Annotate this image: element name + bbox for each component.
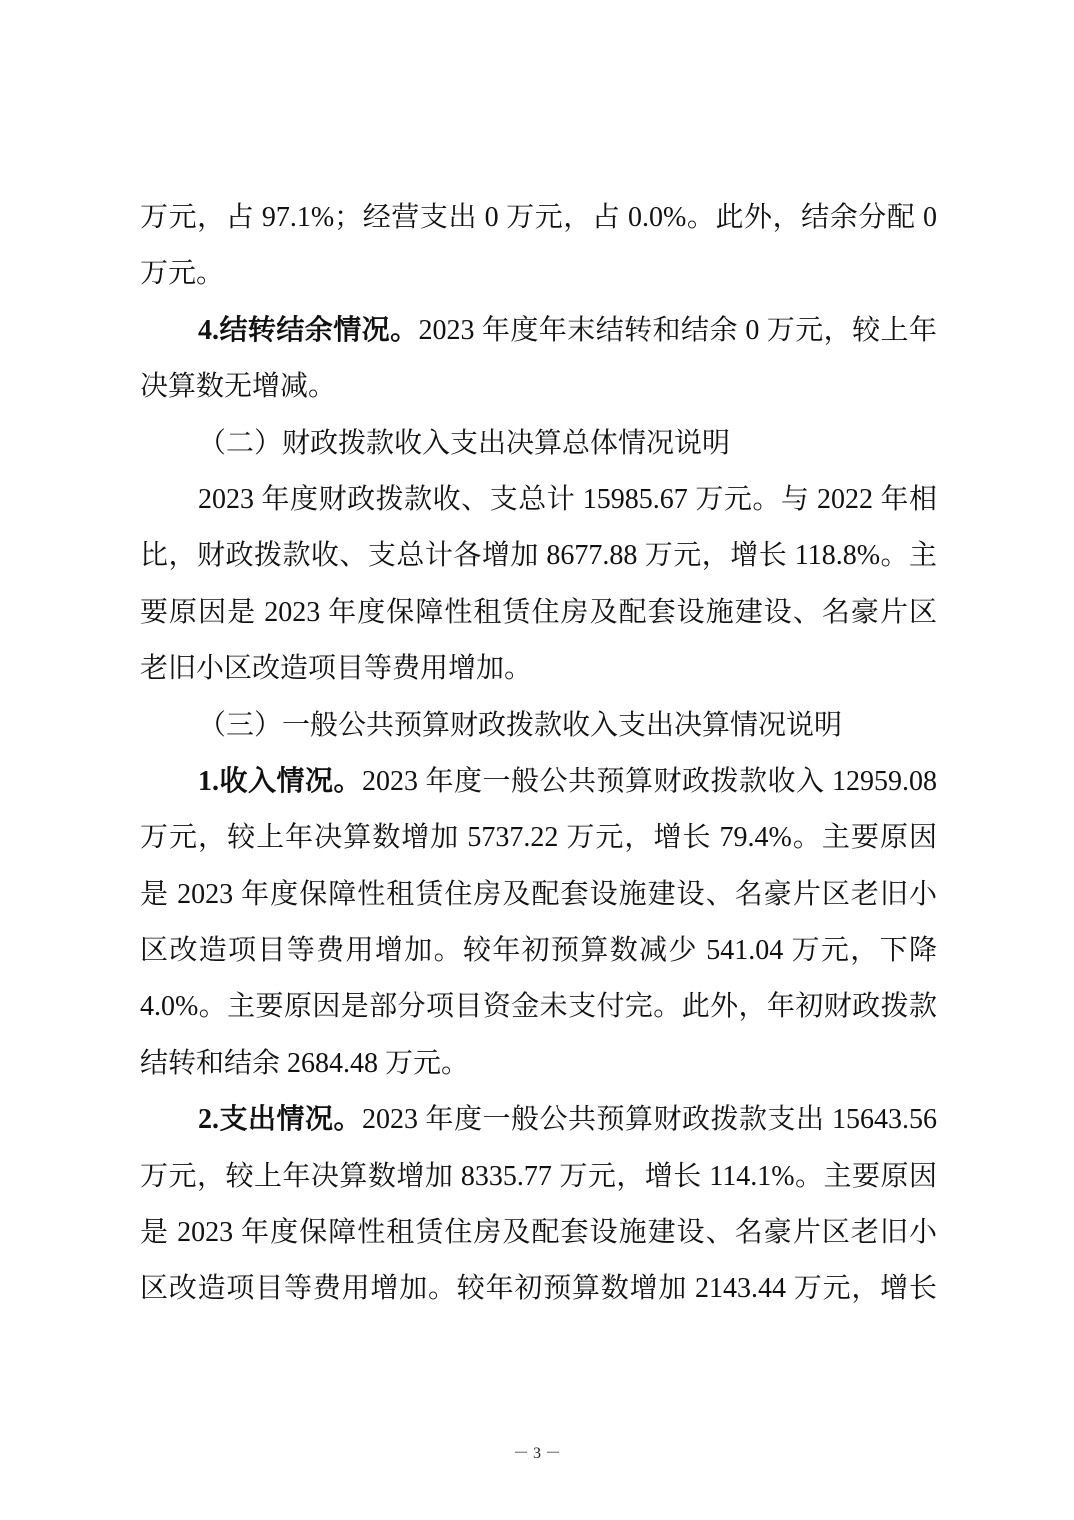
text-line <box>140 1149 937 1205</box>
text-line <box>140 359 937 415</box>
line-text: 区改造项目等费用增加。较年初预算数增加 2143.44 万元，增长 <box>140 1273 937 1305</box>
line-text: 万元。 <box>140 258 225 290</box>
text-line <box>140 416 937 472</box>
line-text: 2023 年度一般公共预算财政拨款收入 12959.08 <box>362 765 937 797</box>
text-line <box>140 867 937 923</box>
text-line <box>140 190 937 246</box>
text-line <box>140 246 937 302</box>
line-text: 比，财政拨款收、支总计各增加 8677.88 万元，增长 118.8%。主 <box>140 540 937 572</box>
page-number: － 3 － <box>512 1445 561 1462</box>
text-line <box>140 1092 937 1148</box>
text-line <box>140 641 937 697</box>
line-text: 结转和结余 2684.48 万元。 <box>140 1047 470 1079</box>
bold-heading: 4.结转结余情况。 <box>198 314 419 346</box>
text-line <box>140 585 937 641</box>
text-line <box>140 923 937 979</box>
line-text: 万元，占 97.1%；经营支出 0 万元，占 0.0%。此外，结余分配 0 <box>140 202 937 233</box>
line-text: 万元，较上年决算数增加 8335.77 万元，增长 114.1%。主要原因 <box>140 1160 937 1192</box>
line-text: 2023 年度一般公共预算财政拨款支出 15643.56 <box>362 1104 937 1136</box>
text-line <box>140 698 937 754</box>
line-text: 2023 年度财政拨款收、支总计 15985.67 万元。与 2022 年相 <box>198 483 937 515</box>
body-text <box>140 190 937 1318</box>
line-text: 2023 年度年末结转和结余 0 万元，较上年 <box>418 314 937 346</box>
text-line <box>140 810 937 866</box>
line-text: 万元，较上年决算数增加 5737.22 万元，增长 79.4%。主要原因 <box>140 822 937 854</box>
bold-heading: 2.支出情况。 <box>198 1104 362 1136</box>
line-text: 老旧小区改造项目等费用增加。 <box>140 653 533 685</box>
line-text: 是 2023 年度保障性租赁住房及配套设施建设、名豪片区老旧小 <box>140 1217 937 1249</box>
text-line <box>140 1205 937 1261</box>
line-text: （三）一般公共预算财政拨款收入支出决算情况说明 <box>198 709 843 741</box>
line-text: 是 2023 年度保障性租赁住房及配套设施建设、名豪片区老旧小 <box>140 878 937 910</box>
text-line <box>140 1261 937 1317</box>
line-text: （二）财政拨款收入支出决算总体情况说明 <box>198 427 731 459</box>
bold-heading: 1.收入情况。 <box>198 765 362 797</box>
text-line <box>140 472 937 528</box>
text-line <box>140 1036 937 1092</box>
text-line <box>140 754 937 810</box>
text-line <box>140 303 937 359</box>
text-line <box>140 528 937 584</box>
line-text: 4.0%。主要原因是部分项目资金未支付完。此外，年初财政拨款 <box>140 991 937 1023</box>
line-text: 要原因是 2023 年度保障性租赁住房及配套设施建设、名豪片区 <box>140 596 937 628</box>
text-line <box>140 979 937 1035</box>
line-text: 区改造项目等费用增加。较年初预算数减少 541.04 万元，下降 <box>140 935 937 967</box>
line-text: 决算数无增减。 <box>140 371 337 403</box>
